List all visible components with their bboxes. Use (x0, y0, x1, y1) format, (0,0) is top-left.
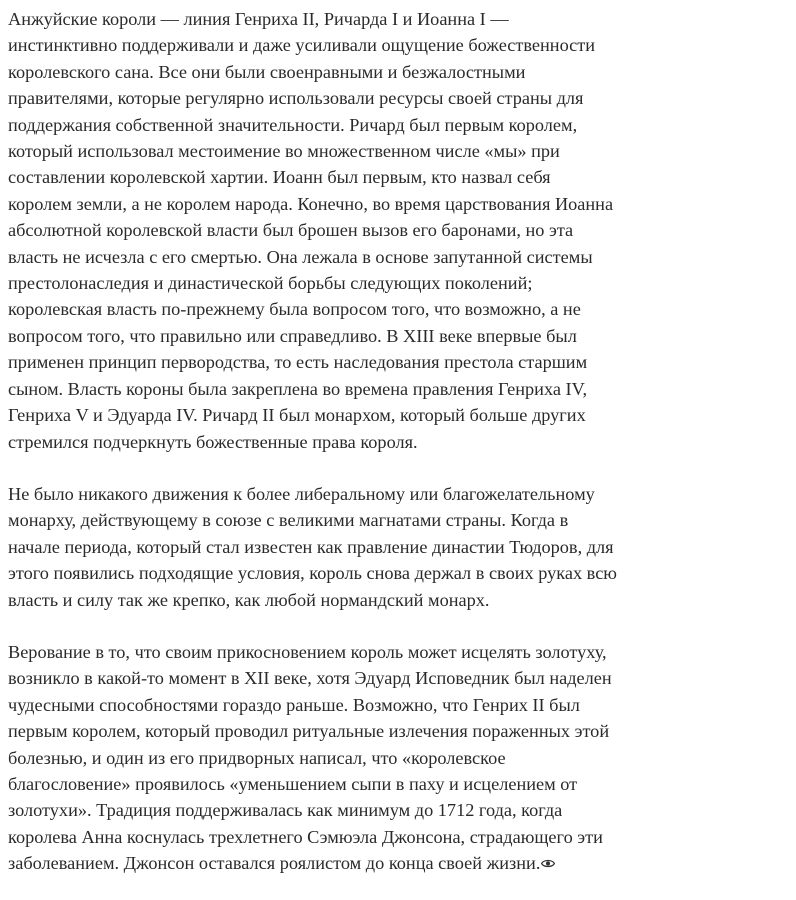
text-line (8, 850, 788, 876)
text-line: королевская власть по-прежнему была вопросом того, что возможно, а не (8, 299, 581, 320)
paragraph-tudor-period (8, 481, 788, 613)
text-line: первым королем, который проводил ритуальные излечения пораженных этой (8, 721, 610, 742)
text-line: Анжуйские короли — линия Генриха II, Ричарда I и Иоанна I — (8, 9, 509, 29)
text-line: Генриха V и Эдуарда IV. Ричард II был монархом, который больше других (8, 405, 586, 426)
text-line: абсолютной королевской власти был брошен вызов его баронами, но эта (8, 220, 574, 241)
text-line: королевского сана. Все они были своенравными и безжалостными (8, 61, 526, 82)
text-line: золотухи». Традиция поддерживалась как минимум до 1712 года, когда (8, 800, 563, 821)
text-line: королем земли, а не королем народа. Конечно, во время царствования Иоанна (8, 193, 614, 214)
text-line: Верование в то, что своим прикосновением король может исцелять золотуху, (8, 641, 607, 662)
text-line: вопросом того, что правильно или справедливо. В XIII веке впервые был (8, 325, 577, 346)
text-line: поддержания собственной значительности. Ричард был первым королем, (8, 114, 578, 135)
text-line: королева Анна коснулась трехлетнего Сэмюэла Джонсона, страдающего эти (8, 826, 603, 847)
text-line: чудесными способностями гораздо раньше. Возможно, что Генрих II был (8, 694, 580, 715)
text-line: правителями, которые регулярно использовали ресурсы своей страны для (8, 88, 584, 109)
text-line: который использовал местоимение во множественном числе «мы» при (8, 141, 560, 162)
text-line: болезнью, и один из его придворных написал, что «королевское (8, 747, 506, 768)
text-line: Не было никакого движения к более либеральному или благожелательному (8, 483, 595, 504)
paragraph-angevin-kings (8, 6, 788, 455)
eye-icon[interactable] (541, 859, 555, 868)
text-line: возникло в какой-то момент в XII веке, хотя Эдуард Исповедник был наделен (8, 668, 612, 689)
text-line: начале периода, который стал известен как правление династии Тюдоров, для (8, 536, 614, 557)
text-line: власть и силу так же крепко, как любой нормандский монарх. (8, 589, 490, 610)
text-line: благословение» проявилось «уменьшением сыпи в паху и исцелением от (8, 773, 578, 794)
text-line: составлении королевской хартии. Иоанн был первым, кто назвал себя (8, 167, 551, 188)
document-body (8, 6, 788, 877)
text-line: стремился подчеркнуть божественные права короля. (8, 431, 418, 452)
text-line: этого появились подходящие условия, король снова держал в своих руках всю (8, 563, 617, 584)
text-line: инстинктивно поддерживали и даже усиливали ощущение божественности (8, 35, 596, 56)
text-line: власть не исчезла с его смертью. Она лежала в основе запутанной системы (8, 246, 593, 267)
text-line: престолонаследия и династической борьбы следующих поколений; (8, 273, 533, 294)
paragraph-royal-touch (8, 639, 788, 877)
last-line-text: заболеванием. Джонсон оставался роялистом до конца своей жизни. (8, 853, 541, 874)
text-line: применен принцип первородства, то есть наследования престола старшим (8, 352, 588, 373)
text-line: сыном. Власть короны была закреплена во времена правления Генриха IV, (8, 378, 588, 399)
text-line: монарху, действующему в союзе с великими магнатами страны. Когда в (8, 510, 569, 531)
